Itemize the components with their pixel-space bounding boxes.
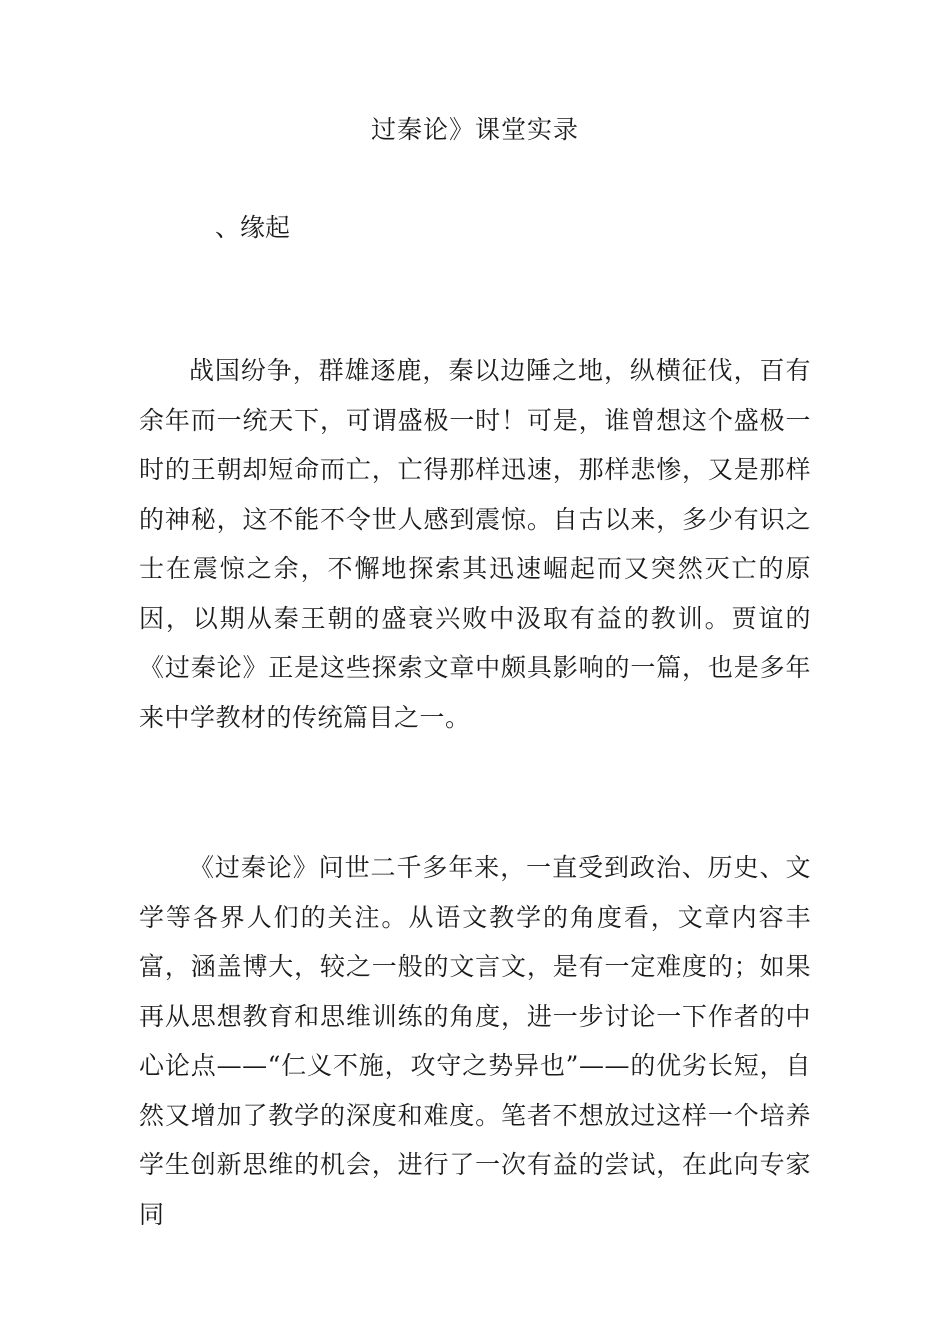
paragraph-1: 战国纷争，群雄逐鹿，秦以边陲之地，纵横征伐，百有余年而一统天下，可谓盛极一时！可是，谁曾想这个盛极一时的王朝却短命而亡，亡得那样迅速，那样悲惨，又是那样的神秘，这不能不令世人感到震惊。自古以来，多少有识之士在震惊之余，不懈地探索其迅速崛起而又突然灭亡的原因，以期从秦王朝的盛衰兴败中汲取有益的教训。贾谊的《过秦论》正是这些探索文章中颇具影响的一篇，也是多年来中学教材的传统篇目之一。 <box>139 356 811 732</box>
document-title: 过秦论》课堂实录 <box>370 115 579 144</box>
paragraph-2: 《过秦论》问世二千多年来，一直受到政治、历史、文学等各界人们的关注。从语文教学的角度看，文章内容丰富，涵盖博大，较之一般的文言文，是有一定难度的；如果再从思想教育和思维训练的角度，进一步讨论一下作者的中心论点——“仁义不施，攻守之势异也”——的优劣长短，自然又增加了教学的深度和难度。笔者不想放过这样一个培养学生创新思维的机会，进行了一次有益的尝试，在此向专家同 <box>139 853 811 1229</box>
section-heading: 、缘起 <box>215 213 291 242</box>
